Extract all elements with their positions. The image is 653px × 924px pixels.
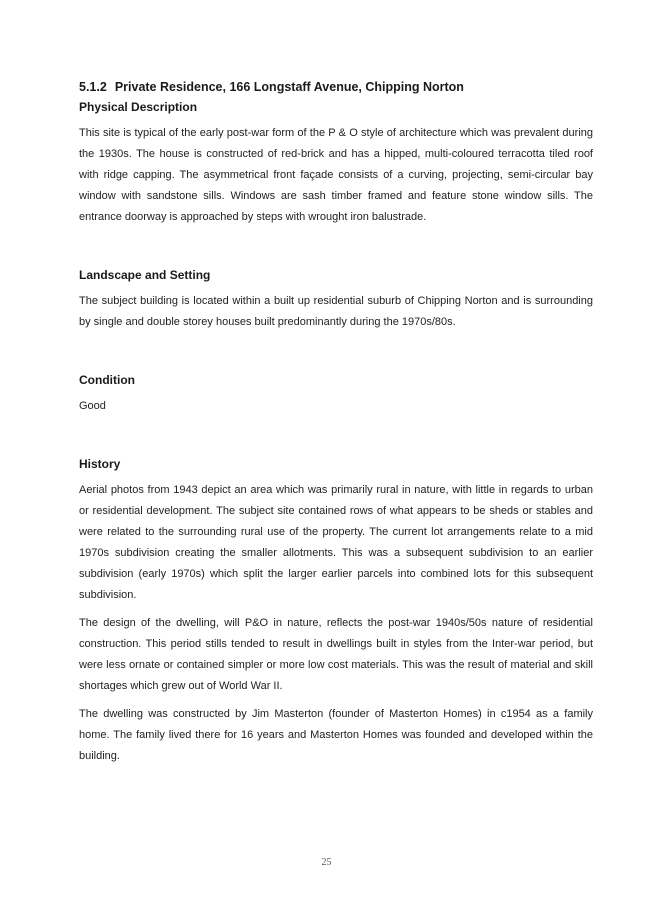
history-paragraph-2: The design of the dwelling, will P&O in nature, reflects the post-war 1940s/50s nature of residential construction. This period stills tended to result in dwellings built in styles from the Inter-war period, but were less ornate or contained simpler or more low cost materials. This was the result of material and skill shortages which grew out of World War II. xyxy=(79,617,593,692)
condition-heading: Condition xyxy=(79,373,135,387)
history-paragraph-1: Aerial photos from 1943 depict an area which was primarily rural in nature, with little in regards to urban or residential development. The subject site contained rows of what appears to be sheds or stables and were related to the surrounding rural use of the property. The current lot arrangements relate to a mid 1970s subdivision creating the smaller allotments. This was a subsequent subdivision to an earlier subdivision (early 1970s) which split the larger earlier parcels into combined lots for this subsequent subdivision. xyxy=(79,484,593,601)
physical-description-heading: Physical Description xyxy=(79,100,198,114)
document-page xyxy=(79,78,593,767)
landscape-setting-paragraph: The subject building is located within a built up residential suburb of Chipping Norton and is surrounding by single and double storey houses built predominantly during the 1970s/80s. xyxy=(79,295,593,328)
page-number: 25 xyxy=(321,857,332,868)
physical-description-paragraph: This site is typical of the early post-war form of the P & O style of architecture which was prevalent during the 1930s. The house is constructed of red-brick and has a hipped, multi-coloured terracotta tiled roof with ridge capping. The asymmetrical front façade consists of a curving, projecting, semi-circular bay window with sandstone sills. Windows are sash timber framed and feature stone window sills. The entrance doorway is approached by steps with wrought iron balustrade. xyxy=(79,127,593,223)
section-heading: Private Residence, 166 Longstaff Avenue, Chipping Norton xyxy=(114,80,464,94)
section-title xyxy=(79,78,593,96)
history-heading: History xyxy=(79,457,121,471)
history-paragraph-3: The dwelling was constructed by Jim Masterton (founder of Masterton Homes) in c1954 as a family home. The family lived there for 16 years and Masterton Homes was founded and developed within the building. xyxy=(79,708,593,762)
condition-value: Good xyxy=(79,400,106,412)
section-number: 5.1.2 xyxy=(79,80,107,94)
landscape-setting-heading: Landscape and Setting xyxy=(79,268,211,282)
